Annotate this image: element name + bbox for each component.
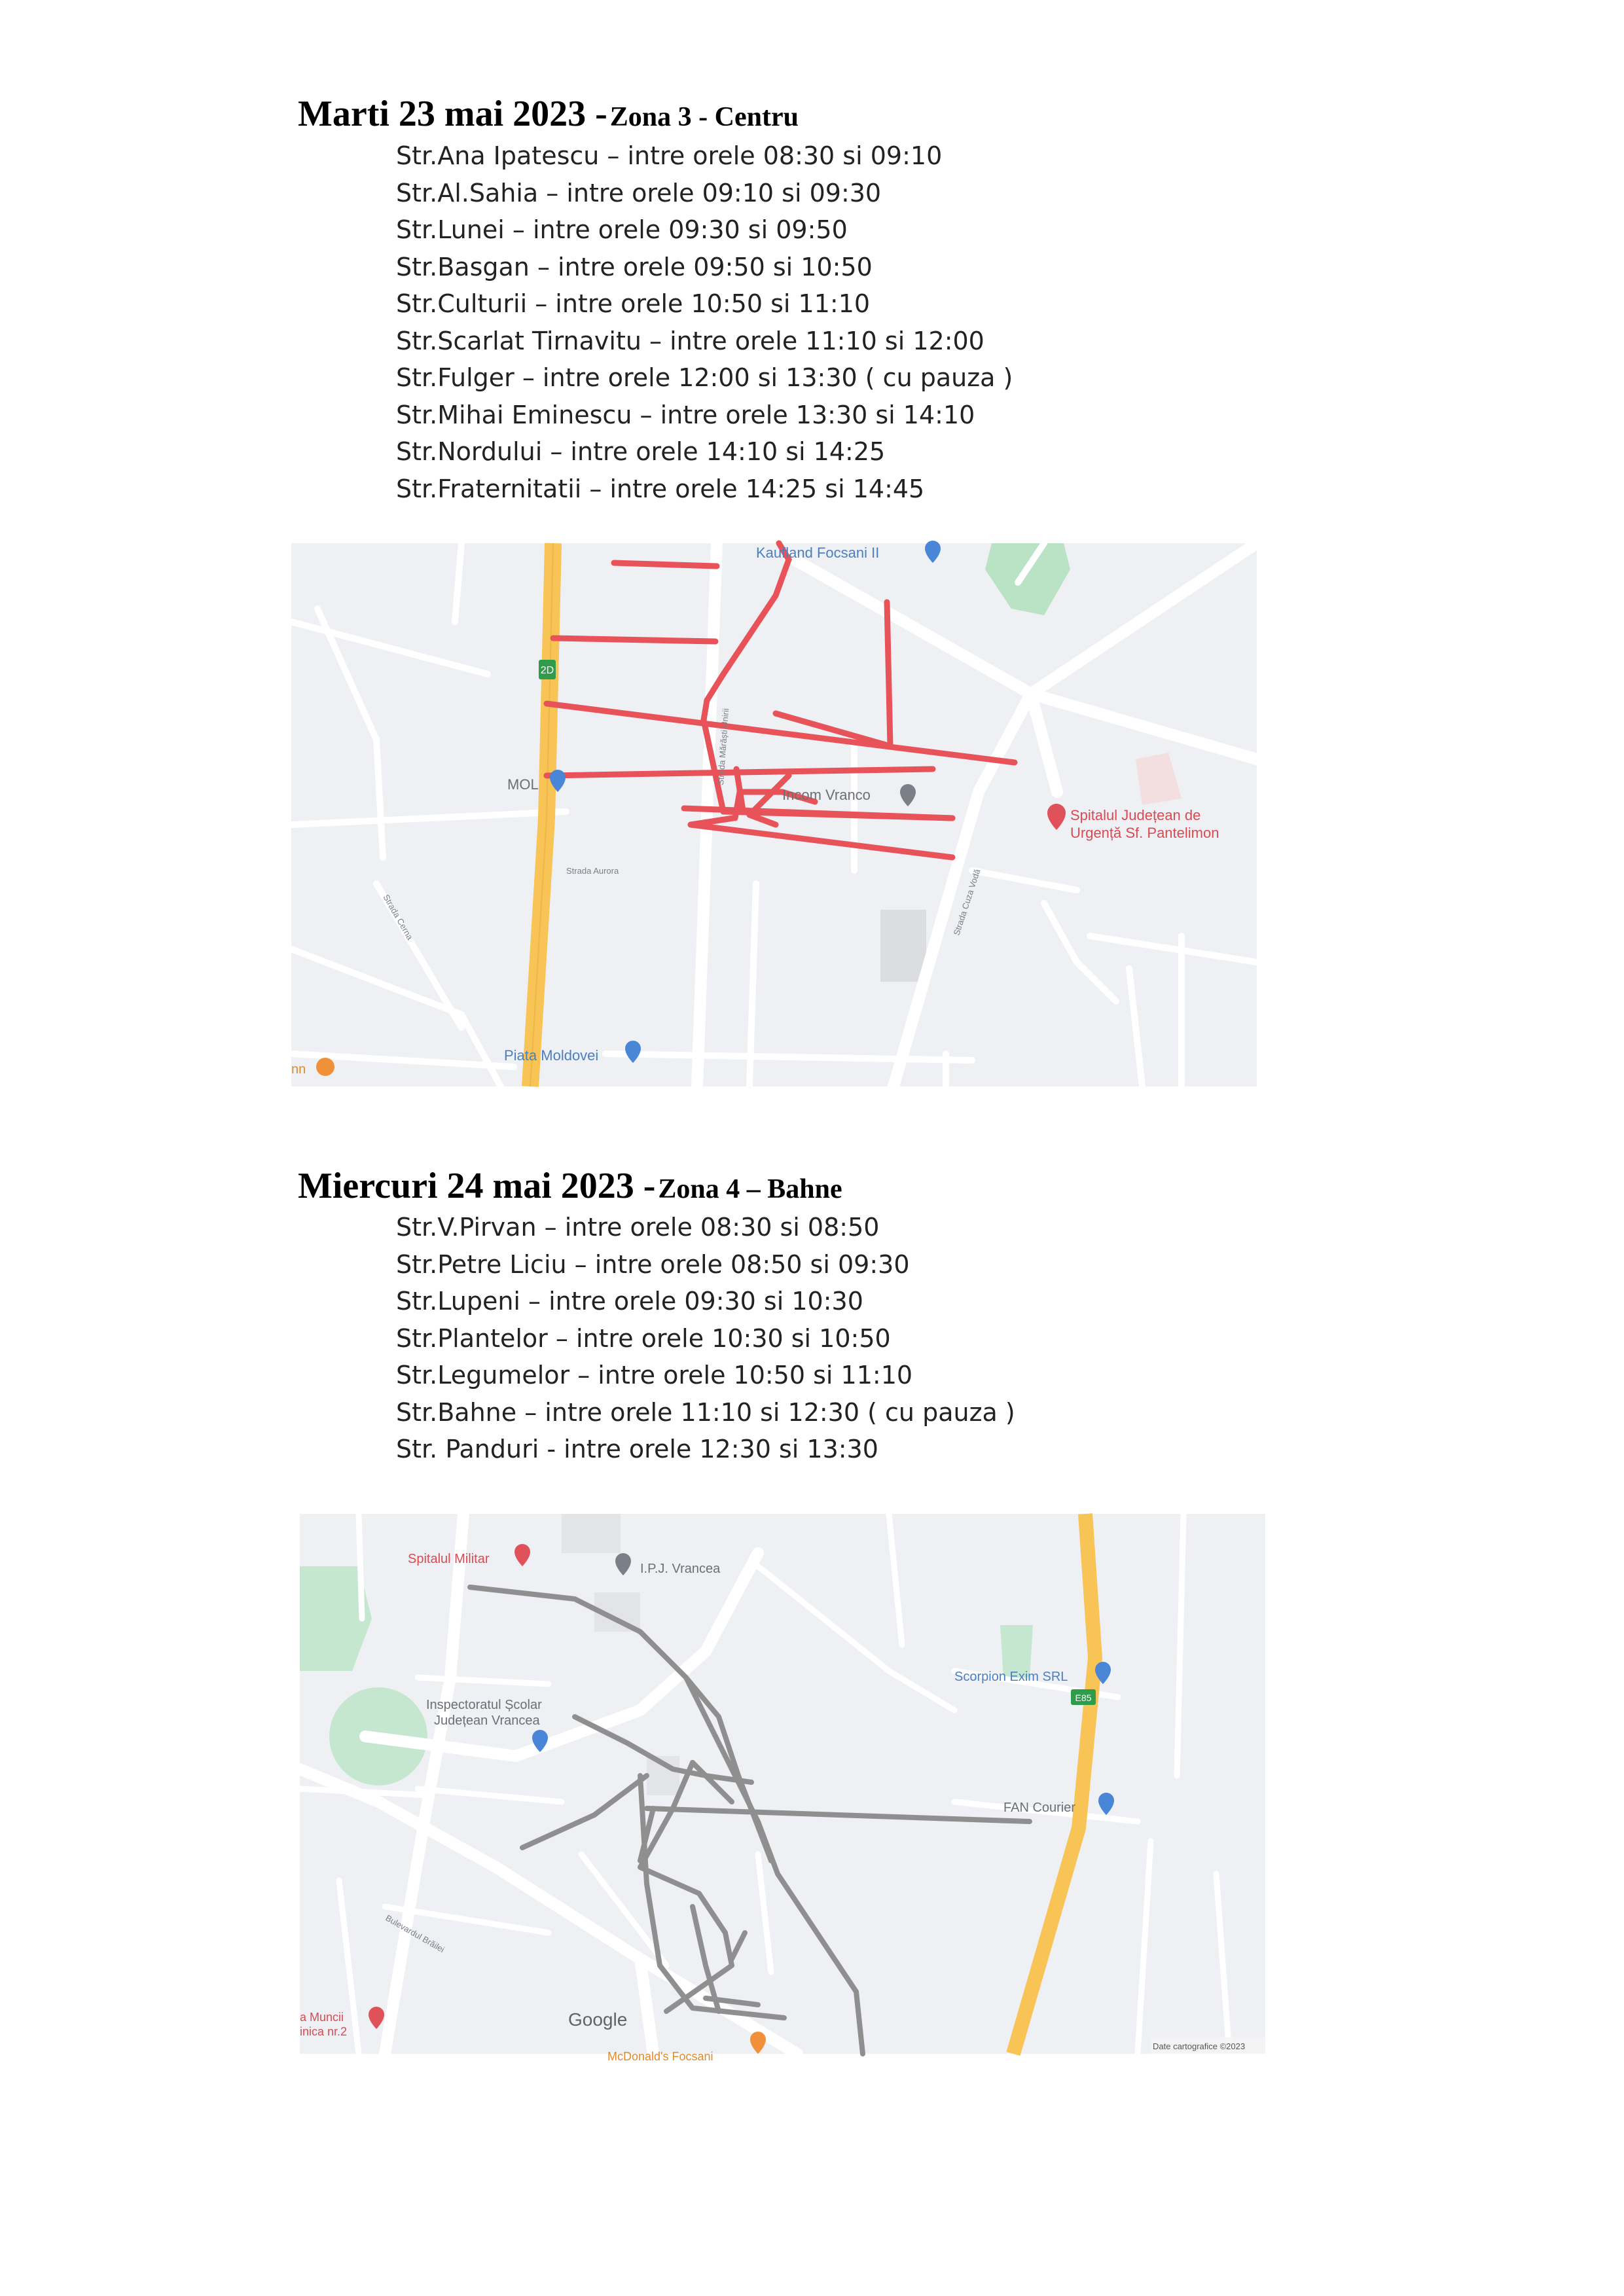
mol-label: MOL (507, 776, 539, 793)
isj-label-1: Inspectoratul Școlar (426, 1698, 542, 1712)
list-item: Str. Panduri - intre orele 12:30 si 13:30 (396, 1435, 878, 1463)
road-number-label: E85 (1075, 1693, 1092, 1703)
list-item: Str.Al.Sahia – intre orele 09:10 si 09:30 (396, 178, 882, 207)
list-item: Str.Culturii – intre orele 10:50 si 11:10 (396, 289, 871, 318)
list-item: Str.Lunei – intre orele 09:30 si 09:50 (396, 215, 848, 244)
day1-street-list (396, 137, 1013, 507)
day2-heading (298, 1165, 842, 1207)
ipj-label: I.P.J. Vrancea (640, 1562, 721, 1576)
isj-label-2: Județean Vrancea (434, 1713, 540, 1728)
day2-street-list (396, 1209, 1015, 1468)
street-label-aurora: Strada Aurora (566, 866, 619, 876)
mcdonalds-label: McDonald's Focsani (607, 2050, 713, 2063)
hospital-poi[interactable] (1047, 804, 1219, 841)
list-item: Str.Plantelor – intre orele 10:30 si 10:50 (396, 1323, 891, 1353)
map-zona-3-canvas (291, 543, 1257, 1086)
list-item: Str.Bahne – intre orele 11:10 si 12:30 ( cu pauza ) (396, 1397, 1015, 1427)
google-logo: Google (568, 2009, 628, 2030)
hospital-label-1: Spitalul Județean de (1070, 807, 1201, 823)
list-item: Str.V.Pirvan – intre orele 08:30 si 08:50 (396, 1213, 880, 1242)
street-label-marasesti: Strada Mărăști Unirii (715, 708, 731, 786)
day2-zone: Zona 4 – Bahne (658, 1174, 842, 1204)
list-item: Str.Lupeni – intre orele 09:30 si 10:30 (396, 1287, 863, 1316)
list-item: Str.Nordului – intre orele 14:10 si 14:25 (396, 437, 886, 466)
list-item: Str.Basgan – intre orele 09:50 si 10:50 (396, 252, 873, 281)
day2-date: Miercuri 24 mai 2023 - (298, 1166, 656, 1206)
map-zona-3 (291, 543, 1257, 1086)
street-label-cerna: Strada Cerna (381, 893, 416, 942)
hospital-label-2: Urgență Sf. Pantelimon (1070, 825, 1219, 841)
day1-date: Marti 23 mai 2023 - (298, 94, 607, 134)
street-label-cuza: Strada Cuza Vodă (951, 867, 983, 937)
list-item: Str.Legumelor – intre orele 10:50 si 11:10 (396, 1361, 913, 1390)
muncii-label-1: a Muncii (300, 2011, 344, 2024)
restaurant-icon (316, 1058, 334, 1076)
spital-militar-label: Spitalul Militar (408, 1552, 490, 1566)
list-item: Str.Mihai Eminescu – intre orele 13:30 si 14:10 (396, 400, 975, 429)
list-item: Str.Scarlat Tirnavitu – intre orele 11:10 si 12:00 (396, 326, 984, 355)
day1-zone: Zona 3 - Centru (609, 102, 799, 132)
street-label-bulevard: Bulevardul Brăilei (384, 1912, 446, 1955)
piata-label: Piata Moldovei (504, 1047, 599, 1064)
scorpion-label: Scorpion Exim SRL (954, 1670, 1068, 1684)
fan-label: FAN Courier (1003, 1801, 1076, 1815)
corner-label: nn (291, 1062, 306, 1077)
day1-heading (298, 93, 799, 135)
map-zona-4 (300, 1514, 1265, 2063)
list-item: Str.Ana Ipatescu – intre orele 08:30 si 09:10 (396, 141, 943, 170)
list-item: Str.Petre Liciu – intre orele 08:50 si 09:30 (396, 1249, 910, 1279)
incom-label: Incom Vranco (782, 787, 871, 803)
map-zona-4-canvas (300, 1514, 1265, 2063)
muncii-label-2: inica nr.2 (300, 2025, 348, 2038)
list-item: Str.Fulger – intre orele 12:00 si 13:30 ( cu pauza ) (396, 363, 1013, 392)
list-item: Str.Fraternitatii – intre orele 14:25 si 14:45 (396, 474, 925, 503)
map-copyright: Date cartografice ©2023 (1153, 2041, 1246, 2051)
kaufland-label: Kaufland Focsani II (756, 545, 880, 561)
road-number-label: 2D (540, 665, 554, 676)
